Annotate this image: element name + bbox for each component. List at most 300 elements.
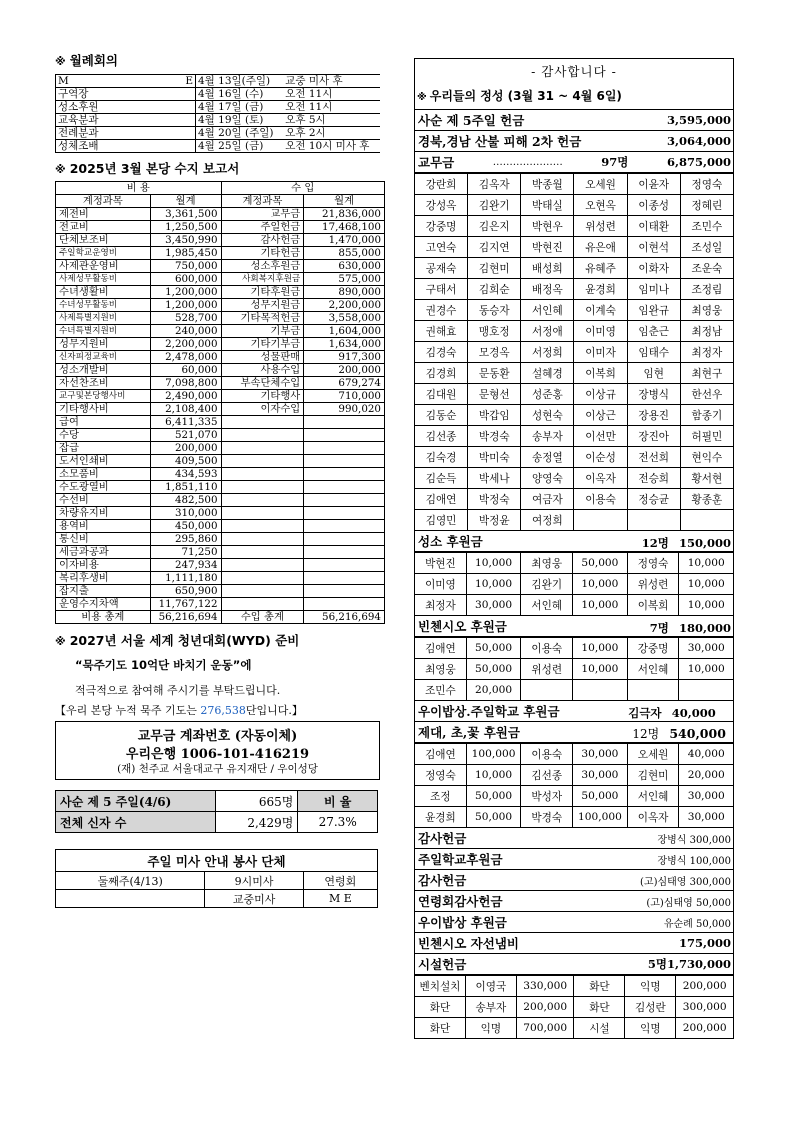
donor-name: 김대원	[415, 384, 468, 405]
donor-amount: 10,000	[466, 574, 520, 595]
income-item	[221, 442, 304, 455]
donor-name	[627, 680, 679, 701]
reference-mark-icon: ※	[417, 92, 427, 103]
names-row	[415, 321, 734, 342]
church-fee-names	[414, 173, 734, 531]
meeting-date: 4월 17일 (금)	[196, 101, 284, 114]
meeting-title: ※ 월례회의	[55, 53, 119, 68]
income-item: 이자수입	[221, 403, 304, 416]
donor-name: 권해효	[415, 321, 468, 342]
donor-amount: 10,000	[679, 595, 734, 616]
donor-name: 강중명	[627, 638, 679, 659]
income-amount	[304, 468, 385, 481]
donor-name: 김현미	[627, 765, 679, 786]
donor-name	[521, 680, 573, 701]
donor-name: 정승균	[627, 489, 680, 510]
income-amount: 575,000	[304, 273, 385, 286]
volunteer-group: M E	[303, 890, 377, 908]
donor-name: 강중명	[415, 216, 468, 237]
donor-row	[415, 765, 734, 786]
finance-row	[56, 572, 385, 585]
donor-name: 임춘근	[627, 321, 680, 342]
donor-amount: 200,000	[676, 976, 734, 997]
donor-name: 박태실	[521, 195, 574, 216]
donor-name: 위성련	[627, 574, 679, 595]
donor-name: 서인혜	[521, 595, 573, 616]
donor-amount: 300,000	[676, 997, 734, 1018]
donor-row	[415, 807, 734, 828]
expense-total: 56,216,694	[150, 611, 221, 624]
misc-label: 연령회감사헌금	[418, 894, 503, 909]
expense-item: 통신비	[56, 533, 151, 546]
donor-name: 정혜린	[680, 195, 733, 216]
donor-name: 박경숙	[468, 426, 521, 447]
income-total-label: 수입 총계	[221, 611, 304, 624]
misc-detail: 장병식 300,000	[657, 834, 731, 846]
income-amount: 3,558,000	[304, 312, 385, 325]
finance-row	[56, 208, 385, 221]
meeting-date: 4월 13일(주일)	[196, 75, 284, 88]
ratio-label: 비 율	[298, 791, 378, 812]
expense-amount: 2,478,000	[150, 351, 221, 364]
donor-name: 이복희	[574, 363, 627, 384]
donor-amount: 10,000	[679, 553, 734, 574]
expense-amount: 1,985,450	[150, 247, 221, 260]
donor-amount: 10,000	[466, 765, 521, 786]
donor-row	[415, 638, 734, 659]
donor-name: 김순득	[415, 468, 468, 489]
income-amount	[304, 507, 385, 520]
finance-row	[56, 221, 385, 234]
finance-row	[56, 234, 385, 247]
donor-amount: 10,000	[679, 574, 734, 595]
facility-offering: 시설헌금 5명1,730,000	[414, 954, 734, 975]
income-amount	[304, 429, 385, 442]
expense-amount: 247,934	[150, 559, 221, 572]
meeting-date: 4월 16일 (수)	[196, 88, 284, 101]
donor-name: 이영국	[465, 976, 516, 997]
donor-name: 한선우	[680, 384, 733, 405]
expense-item: 도서인쇄비	[56, 455, 151, 468]
finance-row	[56, 403, 385, 416]
expense-item: 잡지출	[56, 585, 151, 598]
meeting-row	[56, 127, 381, 140]
donor-name: 황서현	[680, 468, 733, 489]
donor-name: 김지연	[468, 237, 521, 258]
expense-item: 수도광열비	[56, 481, 151, 494]
donor-name: 권경수	[415, 300, 468, 321]
donor-name: 장용진	[627, 405, 680, 426]
donor-amount: 10,000	[679, 659, 734, 680]
meeting-table	[55, 74, 380, 153]
donor-name: 문동환	[468, 363, 521, 384]
donor-name: 여금자	[521, 489, 574, 510]
income-total: 56,216,694	[304, 611, 385, 624]
income-amount	[304, 546, 385, 559]
wyd-request: 적극적으로 참여해 주시기를 부탁드립니다.	[75, 684, 281, 697]
donor-name: 김완기	[521, 574, 573, 595]
facility-item: 화단	[415, 1018, 466, 1039]
expense-item: 운영수지차액	[56, 598, 151, 611]
misc-detail: (고)심태영 300,000	[640, 876, 731, 888]
donor-name: 김경희	[415, 363, 468, 384]
donor-name: 맹호정	[468, 321, 521, 342]
income-item: 성물판매	[221, 351, 304, 364]
donor-name: 공재숙	[415, 258, 468, 279]
ratio-value: 27.3%	[298, 812, 378, 833]
donor-name: 이미자	[574, 342, 627, 363]
facility-item: 시설	[574, 1018, 625, 1039]
donor-name: 김현미	[468, 258, 521, 279]
donor-name: 김애연	[415, 489, 468, 510]
donor-name: 윤경희	[574, 279, 627, 300]
donor-name: 김선종	[521, 765, 573, 786]
income-item: 사회복지후원금	[221, 273, 304, 286]
names-row	[415, 363, 734, 384]
donor-amount: 30,000	[679, 807, 734, 828]
facility-item: 화단	[415, 997, 466, 1018]
meeting-row	[56, 88, 381, 101]
reference-mark-icon: ※	[55, 163, 66, 176]
donor-amount: 50,000	[466, 807, 521, 828]
income-amount: 2,200,000	[304, 299, 385, 312]
income-amount	[304, 559, 385, 572]
donor-amount: 50,000	[466, 659, 520, 680]
names-row	[415, 258, 734, 279]
names-row	[415, 405, 734, 426]
income-amount: 1,604,000	[304, 325, 385, 338]
income-item	[221, 520, 304, 533]
donor-name: 이상규	[574, 384, 627, 405]
finance-row	[56, 468, 385, 481]
donor-name: 김애연	[415, 744, 467, 765]
finance-row	[56, 429, 385, 442]
expense-item: 성소개발비	[56, 364, 151, 377]
meeting-name: 성체조배	[56, 140, 196, 153]
donor-name: 함종기	[680, 405, 733, 426]
donor-name: 박미숙	[468, 447, 521, 468]
expense-item: 용역비	[56, 520, 151, 533]
donor-name: 정영숙	[680, 174, 733, 195]
donor-amount: 200,000	[676, 1018, 734, 1039]
facility-item: 화단	[574, 997, 625, 1018]
rice-offering: 우이밥상.주일학교 후원금 김극자 40,000	[414, 701, 734, 722]
donor-name: 이옥자	[627, 807, 679, 828]
income-amount: 679,274	[304, 377, 385, 390]
donor-name: 위성련	[521, 659, 573, 680]
expense-amount: 409,500	[150, 455, 221, 468]
finance-row	[56, 390, 385, 403]
facility-row	[415, 1018, 734, 1039]
expense-amount: 240,000	[150, 325, 221, 338]
expense-amount: 60,000	[150, 364, 221, 377]
misc-offering	[414, 912, 734, 933]
donor-name: 이복희	[627, 595, 679, 616]
donor-name: 강성옥	[415, 195, 468, 216]
income-item: 성무지원금	[221, 299, 304, 312]
expense-amount: 482,500	[150, 494, 221, 507]
donor-name: 송부자	[521, 426, 574, 447]
donor-amount: 50,000	[466, 786, 521, 807]
donor-name: 현익수	[680, 447, 733, 468]
donor-name: 김숙경	[415, 447, 468, 468]
donor-name: 임현	[627, 363, 680, 384]
donor-name: 유혜주	[574, 258, 627, 279]
volunteer-mass: 9시미사	[205, 872, 303, 890]
income-item: 기타헌금	[221, 247, 304, 260]
finance-total-row	[56, 611, 385, 624]
income-item: 감사헌금	[221, 234, 304, 247]
donor-name: 조민수	[415, 680, 467, 701]
donor-row	[415, 553, 734, 574]
expense-amount: 7,098,800	[150, 377, 221, 390]
donor-name: 김애연	[415, 638, 467, 659]
income-amount: 890,000	[304, 286, 385, 299]
donor-name: 최영웅	[521, 553, 573, 574]
donor-name: 최정자	[680, 342, 733, 363]
expense-amount: 71,250	[150, 546, 221, 559]
finance-row	[56, 377, 385, 390]
finance-row	[56, 247, 385, 260]
donor-name: 장진아	[627, 426, 680, 447]
expense-item: 수녀성무활동비	[56, 299, 151, 312]
income-item	[221, 598, 304, 611]
donor-name: 익명	[625, 1018, 676, 1039]
expense-amount: 11,767,122	[150, 598, 221, 611]
donor-name	[680, 510, 733, 531]
finance-row	[56, 299, 385, 312]
expense-item: 제전비	[56, 208, 151, 221]
donor-name: 서인혜	[521, 300, 574, 321]
meeting-date: 4월 19일 (토)	[196, 114, 284, 127]
facility-row	[415, 976, 734, 997]
expense-item: 기타행사비	[56, 403, 151, 416]
donor-name: 동승자	[468, 300, 521, 321]
income-item	[221, 455, 304, 468]
misc-offering	[414, 870, 734, 891]
finance-row	[56, 481, 385, 494]
donor-name: 구태서	[415, 279, 468, 300]
income-amount	[304, 442, 385, 455]
expense-item: 교구및본당행사비	[56, 390, 151, 403]
finance-row	[56, 338, 385, 351]
expense-item: 세금과공과	[56, 546, 151, 559]
donor-amount: 30,000	[679, 786, 734, 807]
donor-name: 최영웅	[680, 300, 733, 321]
thanks-title: - 감사합니다 -	[531, 64, 617, 79]
donor-name: 황종훈	[680, 489, 733, 510]
donor-name: 최정자	[415, 595, 467, 616]
expense-amount: 1,200,000	[150, 299, 221, 312]
income-item: 기타기부금	[221, 338, 304, 351]
donor-name: 조성일	[680, 237, 733, 258]
income-amount: 917,300	[304, 351, 385, 364]
meeting-row	[56, 101, 381, 114]
donor-name: 최정남	[680, 321, 733, 342]
expense-item: 주일학교운영비	[56, 247, 151, 260]
donor-name: 김경숙	[415, 342, 468, 363]
expense-amount: 450,000	[150, 520, 221, 533]
donor-amount: 20,000	[679, 765, 734, 786]
finance-row	[56, 442, 385, 455]
attendance-sunday-label: 사순 제 5 주일(4/6)	[56, 791, 216, 812]
account-number: 우리은행 1006-101-416219	[125, 747, 310, 762]
income-amount	[304, 481, 385, 494]
donor-name: 문형선	[468, 384, 521, 405]
expense-item: 소모품비	[56, 468, 151, 481]
finance-row	[56, 312, 385, 325]
donor-name: 박정윤	[468, 510, 521, 531]
finance-row	[56, 533, 385, 546]
lent-offering: 사순 제 5주일 헌금 3,595,000	[414, 110, 734, 131]
col-amount: 월계	[304, 195, 385, 208]
facility-row	[415, 997, 734, 1018]
meeting-name: 성소후원	[56, 101, 196, 114]
meeting-date: 4월 25일 (금)	[196, 140, 284, 153]
account-title: 교무금 계좌번호 (자동이체)	[137, 729, 298, 744]
vincent-offering: 빈첸시오 후원금 7명 180,000	[414, 616, 734, 637]
income-item	[221, 429, 304, 442]
expense-amount: 3,450,990	[150, 234, 221, 247]
donor-name: 허필민	[680, 426, 733, 447]
donor-name: 장병식	[627, 384, 680, 405]
misc-offering	[414, 828, 734, 849]
expense-item: 수당	[56, 429, 151, 442]
expense-amount: 310,000	[150, 507, 221, 520]
donor-amount	[573, 680, 627, 701]
income-item	[221, 468, 304, 481]
donor-name: 이미영	[415, 574, 467, 595]
donor-amount: 100,000	[466, 744, 521, 765]
income-item: 교무금	[221, 208, 304, 221]
names-row	[415, 216, 734, 237]
thanks-subtitle: ※ 우리들의 정성 (3월 31 ~ 4월 6일)	[417, 89, 622, 103]
donor-name: 익명	[625, 976, 676, 997]
donor-name: 조정	[415, 786, 467, 807]
donor-amount	[679, 680, 734, 701]
donor-name: 조민수	[680, 216, 733, 237]
donor-name: 박종월	[521, 174, 574, 195]
names-row	[415, 468, 734, 489]
expense-amount: 650,900	[150, 585, 221, 598]
income-item	[221, 494, 304, 507]
donor-name: 이종성	[627, 195, 680, 216]
expense-amount: 1,200,000	[150, 286, 221, 299]
income-item	[221, 507, 304, 520]
income-amount	[304, 585, 385, 598]
donor-name: 조운숙	[680, 258, 733, 279]
vincent-kettle: 빈첸시오 자선냄비 175,000	[414, 933, 734, 954]
meeting-row	[56, 75, 381, 88]
vincent-table	[414, 637, 734, 701]
facility-table	[414, 975, 734, 1039]
donor-name: 위성련	[574, 216, 627, 237]
donor-name: 이계숙	[574, 300, 627, 321]
donor-name: 이순성	[574, 447, 627, 468]
income-amount: 855,000	[304, 247, 385, 260]
donor-name	[574, 510, 627, 531]
expense-item: 수녀특별지원비	[56, 325, 151, 338]
names-row	[415, 300, 734, 321]
total-members-label: 전체 신자 수	[56, 812, 216, 833]
donor-name: 정영숙	[627, 553, 679, 574]
donor-amount: 700,000	[516, 1018, 574, 1039]
attendance-table	[55, 790, 378, 833]
income-item	[221, 481, 304, 494]
income-amount	[304, 494, 385, 507]
donor-name: 익명	[465, 1018, 516, 1039]
expense-amount: 528,700	[150, 312, 221, 325]
donor-amount: 50,000	[466, 638, 520, 659]
expense-item: 이자비용	[56, 559, 151, 572]
income-item: 부속단체수입	[221, 377, 304, 390]
donor-name: 오현옥	[574, 195, 627, 216]
fire-relief-offering: 경북,경남 산불 피해 2차 헌금 3,064,000	[414, 131, 734, 152]
names-row	[415, 447, 734, 468]
total-members-value: 2,429명	[215, 812, 298, 833]
expense-amount: 1,111,180	[150, 572, 221, 585]
volunteer-mass: 교중미사	[205, 890, 303, 908]
income-amount: 710,000	[304, 390, 385, 403]
income-item	[221, 546, 304, 559]
finance-title: ※ 2025년 3월 본당 수지 보고서	[55, 161, 240, 176]
expense-amount: 2,490,000	[150, 390, 221, 403]
donor-name: 박현진	[521, 237, 574, 258]
meeting-time: 교중 미사 후	[283, 75, 380, 88]
income-item: 기타후원금	[221, 286, 304, 299]
misc-label: 감사헌금	[418, 831, 467, 846]
donor-name: 김희순	[468, 279, 521, 300]
donor-name: 박정숙	[468, 489, 521, 510]
altar-table	[414, 743, 734, 828]
income-amount: 630,000	[304, 260, 385, 273]
donor-amount: 40,000	[679, 744, 734, 765]
rosary-count: 【우리 본당 누적 묵주 기도는 276,538단입니다.】	[55, 704, 303, 717]
volunteer-week: 둘째주(4/13)	[56, 872, 205, 890]
donor-name: 김완기	[468, 195, 521, 216]
expense-item: 성무지원비	[56, 338, 151, 351]
finance-row	[56, 559, 385, 572]
reference-mark-icon: ※	[55, 635, 66, 648]
church-fee: 교무금 ………………… 97명 6,875,000	[414, 152, 734, 173]
income-item: 기타목적헌금	[221, 312, 304, 325]
expense-amount: 600,000	[150, 273, 221, 286]
donor-name: 최현구	[680, 363, 733, 384]
donor-amount: 10,000	[466, 553, 520, 574]
donor-name: 정영숙	[415, 765, 467, 786]
donor-name: 임미나	[627, 279, 680, 300]
altar-offering: 제대, 초,꽃 후원금 12명 540,000	[414, 722, 734, 743]
donor-name: 김영민	[415, 510, 468, 531]
expense-item: 단체보조비	[56, 234, 151, 247]
meeting-row	[56, 114, 381, 127]
income-amount	[304, 520, 385, 533]
donor-name: 오세원	[574, 174, 627, 195]
income-item	[221, 572, 304, 585]
donor-name: 강란희	[415, 174, 468, 195]
income-amount	[304, 572, 385, 585]
expense-item: 복리후생비	[56, 572, 151, 585]
donor-name: 서인혜	[627, 659, 679, 680]
donor-name: 박성자	[521, 786, 573, 807]
donor-row	[415, 786, 734, 807]
meeting-name: M E	[56, 75, 196, 88]
donor-name: 김성란	[625, 997, 676, 1018]
donor-name: 이상근	[574, 405, 627, 426]
expense-total-label: 비용 총계	[56, 611, 151, 624]
finance-row	[56, 273, 385, 286]
donor-name: 박갑임	[468, 405, 521, 426]
